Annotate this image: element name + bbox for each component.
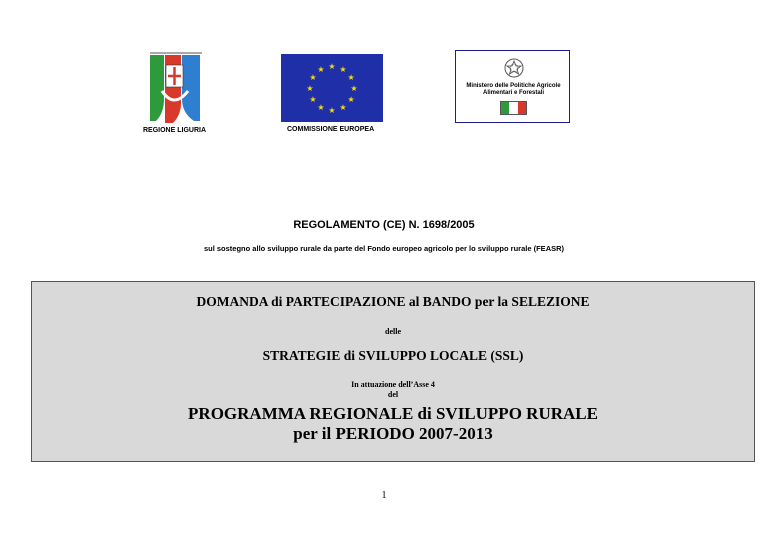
box-line-delle: delle xyxy=(385,327,401,336)
application-title-box xyxy=(31,281,755,462)
eu-star-icon: ★ xyxy=(317,103,325,113)
eu-star-icon: ★ xyxy=(339,103,347,113)
regione-liguria-logo xyxy=(148,51,204,127)
italian-emblem-icon xyxy=(503,56,525,80)
ministero-label: Ministero delle Politiche Agricole Alimentari e Forestali xyxy=(466,83,561,96)
box-line-programma: PROGRAMMA REGIONALE di SVILUPPO RURALE xyxy=(188,404,598,423)
eu-star-icon: ★ xyxy=(347,73,355,82)
box-line-del: del xyxy=(387,390,399,399)
eu-star-icon: ★ xyxy=(350,84,358,93)
eu-star-icon: ★ xyxy=(339,64,347,74)
page-number: 1 xyxy=(381,490,387,501)
regione-liguria-label: REGIONE LIGURIA xyxy=(143,127,207,134)
box-line-periodo: per il PERIODO 2007-2013 xyxy=(293,424,493,443)
box-line-strategie: STRATEGIE di SVILUPPO LOCALE (SSL) xyxy=(262,348,524,363)
box-line-domanda: DOMANDA di PARTECIPAZIONE al BANDO per la SELEZIONE xyxy=(196,294,590,309)
eu-flag-logo xyxy=(281,54,383,122)
box-line-attuazione: In attuazione dell’Asse 4 xyxy=(351,380,435,389)
eu-star-icon: ★ xyxy=(309,73,317,82)
italian-flag-icon xyxy=(500,101,527,115)
eu-star-icon: ★ xyxy=(347,95,355,104)
ministero-logo-box xyxy=(455,50,570,123)
eu-star-icon: ★ xyxy=(309,95,317,104)
eu-star-icon: ★ xyxy=(317,64,325,74)
regulation-subtitle: sul sostegno allo sviluppo rurale da parte del Fondo europeo agricolo per lo sviluppo rurale (FEASR) xyxy=(203,244,565,253)
regulation-title: REGOLAMENTO (CE) N. 1698/2005 xyxy=(293,219,475,231)
commissione-europea-label: COMMISSIONE EUROPEA xyxy=(287,126,375,133)
eu-star-icon: ★ xyxy=(306,84,314,93)
eu-star-icon: ★ xyxy=(328,62,336,71)
eu-star-icon: ★ xyxy=(328,106,336,115)
